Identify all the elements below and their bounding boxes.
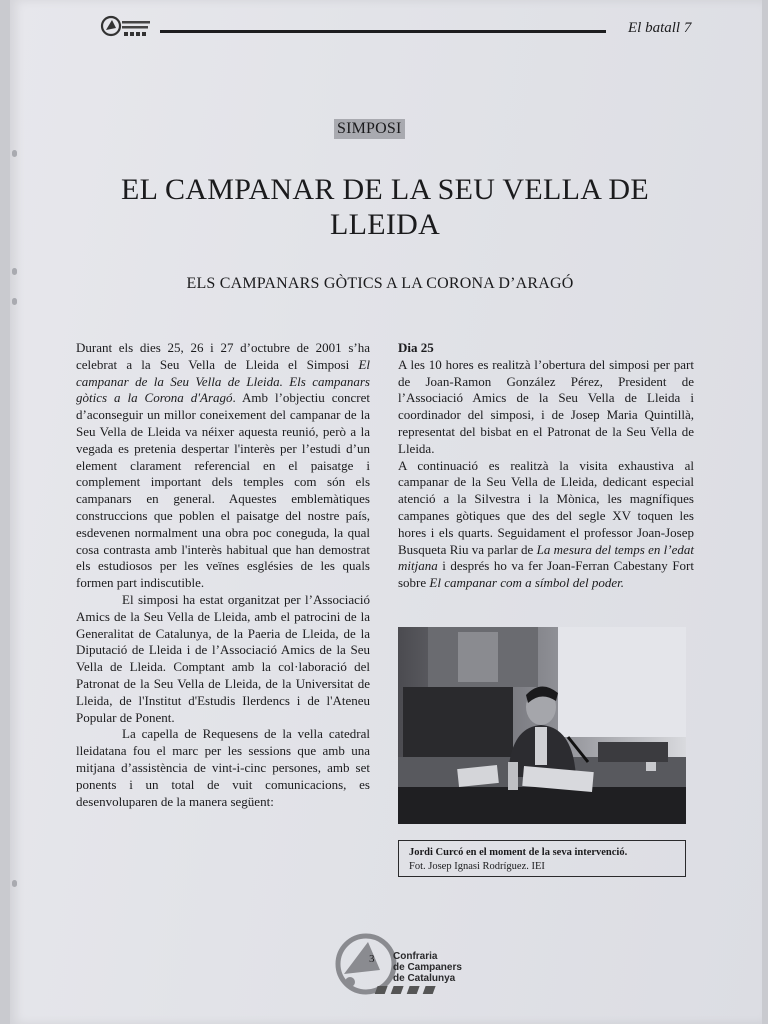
paragraph-organizers: El simposi ha estat organitzat per l’Associació Amics de la Seu Vella de Lleida, amb el patrocini de la Generalitat de Catalunya, de la Paeria de Lleida, de la Diputació de Lleida i de l’Associació Amics de la Seu Vella de Lleida. Comptant amb la col·laboració del Patronat de la Seu Vella de Lleida, de la Universitat de Lleida, de l'Institut d'Estudis Ilerdencs i de l'Ateneu Popular de Ponent. xyxy=(76,591,370,725)
photo-caption xyxy=(398,840,686,877)
header-rule xyxy=(160,30,606,33)
text-run: . Amb l’objectiu concret d’aconseguir un millor coneixement del campanar de la Seu Vella de Lleida va néixer aquesta reunió, però a la vegada es pretenia despertar l'interès per l’estudi d’un element clarament referencial en el paisatge i complement important dels temples com són els campanars en general. Aquestes emblemàtiques construccions que poblen el paisatge del nostre país, esdevenen normalment una obra poc coneguda, la qual cosa contrasta amb l'interès habitual que han demostrat els estudiosos per les veïnes esglésies de les quals formen part indiscutible. xyxy=(76,390,370,591)
text-run: i després ho va fer Joan-Ferran Cabestany Fort sobre xyxy=(398,558,694,591)
day-heading: Dia 25 xyxy=(398,340,434,355)
publication-title: El batall 7 xyxy=(628,20,692,36)
paragraph-intro xyxy=(76,340,370,592)
symposium-name: El campanar de la Seu Vella de Lleida. Els campanars gòtics a la Corona d'Aragó xyxy=(76,356,370,406)
page-number: 3 xyxy=(369,953,375,965)
paragraph-venue: La capella de Requesens de la vella catedral lleidatana fou el marc per les sessions que amb una mitjana d’assistència de vint-i-cinc persones, amb set ponents i un total de vuit comunicacions, es desenvoluparen de la manera següent: xyxy=(76,726,370,809)
left-column xyxy=(76,340,370,810)
right-column xyxy=(398,340,694,592)
article-title-line1: EL CAMPANAR DE LA SEU VELLA DE xyxy=(121,173,649,206)
speaker-photo xyxy=(398,627,686,824)
article-title xyxy=(70,172,700,242)
text-run: A continuació es realitzà la visita exhaustiva al campanar de la Seu Vella de Lleida, dedicant especial atenció a la Silvestra i la Mònica, les magnífiques campanes gòtiques que des del segle XV toquen les hores i els quarts. Seguidament el professor Joan-Josep Busqueta Riu va parlar de xyxy=(398,457,694,557)
talk-title: El campanar com a símbol del poder. xyxy=(429,575,625,591)
text-run: Durant els dies 25, 26 i 27 d’octubre de 2001 s’ha celebrat a la Seu Vella de Lleida el Simposi xyxy=(76,340,370,372)
footer-line: Confraria xyxy=(393,951,438,962)
talk-title: La mesura del temps en l’edat mitjana xyxy=(398,541,695,574)
article-subtitle: ELS CAMPANARS GÒTICS A LA CORONA D’ARAGÓ xyxy=(186,275,574,292)
confraria-logo-icon xyxy=(100,14,152,40)
paragraph-visit xyxy=(398,458,694,592)
article-title-line2: LLEIDA xyxy=(329,208,441,241)
footer-line: de Catalunya xyxy=(393,973,456,984)
footer-organization xyxy=(393,951,462,984)
section-tag: SIMPOSI xyxy=(334,119,405,139)
footer-line: de Campaners xyxy=(393,962,462,973)
caption-credit: Fot. Josep Ignasi Rodríguez. IEI xyxy=(409,861,545,872)
paragraph-opening: A les 10 hores es realitzà l’obertura del simposi per part de Joan-Ramon González Pérez, President de l’Associació Amics de la Seu Vella de Lleida i coordinador del simposi, i de Josep Maria Quintillà, representat del bisbat en el Patronat de la Seu Vella de Lleida. xyxy=(398,356,694,456)
caption-text: Jordi Curcó en el moment de la seva intervenció. xyxy=(409,847,628,858)
